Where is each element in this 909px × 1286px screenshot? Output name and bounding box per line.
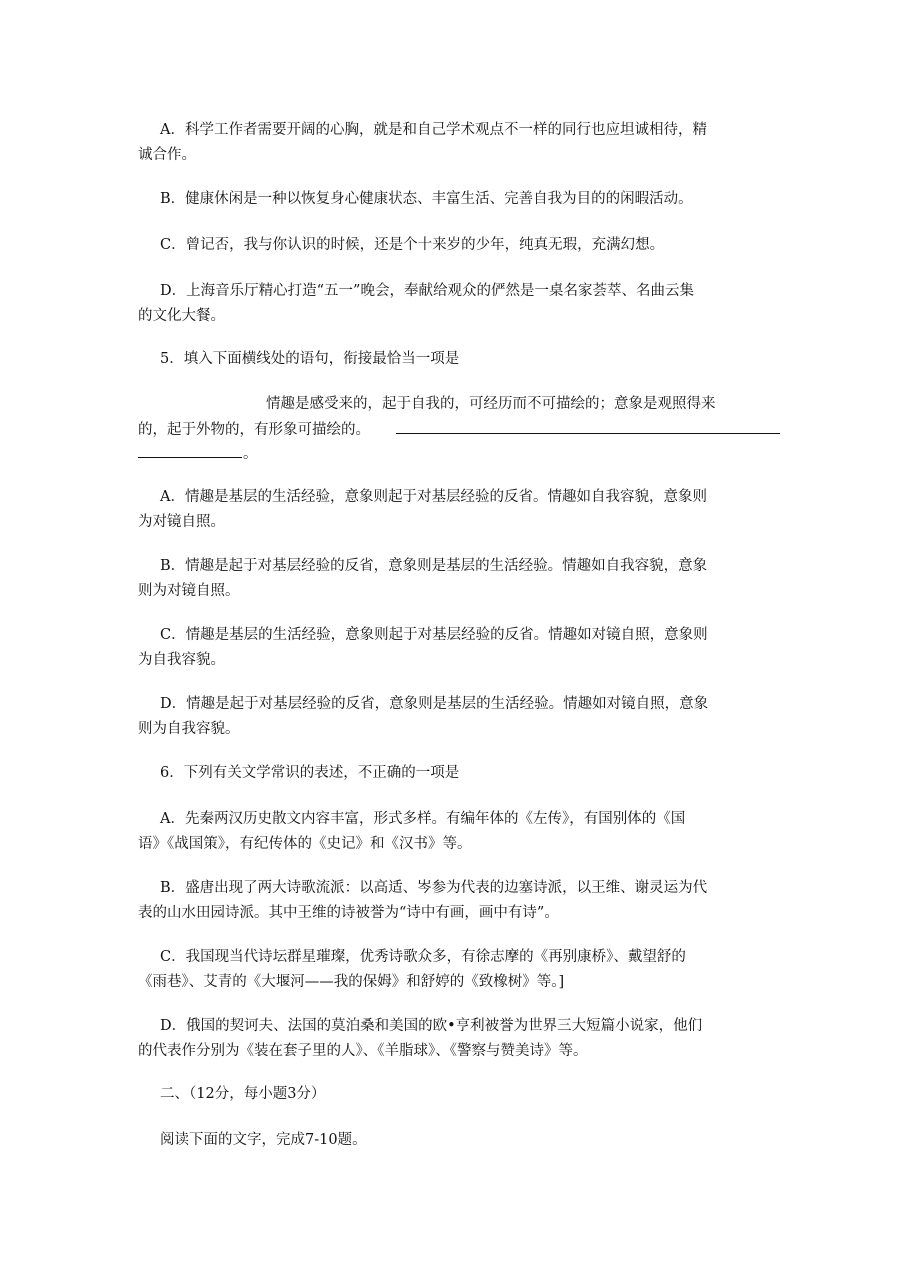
q6-option-d-line1: D．俄国的契诃夫、法国的莫泊桑和美国的欧•亨利被誉为世界三大短篇小说家，他们 [160, 1018, 703, 1034]
q5-passage-period: 。 [243, 446, 258, 462]
q6-option-b [138, 876, 780, 926]
q6-stem: 6．下列有关文学常识的表述，不正确的一项是 [160, 765, 460, 781]
q5-option-a-line1: A．情趣是基层的生活经验，意象则起于对基层经验的反省。情趣如自我容貌，意象则 [160, 489, 707, 505]
q5-option-c-line2: 为自我容貌。 [138, 652, 225, 668]
q4-option-a-line2: 诚合作。 [138, 147, 196, 163]
q5-answer-blank-line1 [396, 433, 780, 434]
q6-option-c-line1: C．我国现当代诗坛群星璀璨，优秀诗歌众多，有徐志摩的《再别康桥》、戴望舒的 [160, 949, 686, 965]
q5-option-c-line1: C．情趣是基层的生活经验，意象则起于对基层经验的反省。情趣如对镜自照，意象则 [160, 627, 708, 643]
q5-option-b-line1: B．情趣是起于对基层经验的反省，意象则是基层的生活经验。情趣如自我容貌，意象 [160, 558, 708, 574]
q5-option-a [138, 485, 780, 535]
section2-heading: 二、（12分，每小题3分） [160, 1086, 326, 1102]
q6-option-b-line2: 表的山水田园诗派。其中王维的诗被誉为“诗中有画，画中有诗”。 [138, 905, 559, 921]
q4-option-a-line1: A．科学工作者需要开阔的心胸，就是和自己学术观点不一样的同行也应坦诚相待，精 [160, 122, 707, 138]
q5-option-d [138, 692, 780, 742]
q5-option-b-line2: 则为对镜自照。 [138, 583, 240, 599]
q5-option-d-line2: 则为自我容貌。 [138, 721, 240, 737]
section2-instruction: 阅读下面的文字，完成7-10题。 [160, 1132, 367, 1148]
q4-option-b: B．健康休闲是一种以恢复身心健康状态、丰富生活、完善自我为目的的闲暇活动。 [160, 191, 693, 207]
q4-option-a [138, 118, 780, 168]
q6-option-a [138, 807, 780, 857]
q4-option-d [138, 279, 780, 329]
q6-option-b-line1: B．盛唐出现了两大诗歌流派：以高适、岑参为代表的边塞诗派，以王维、谢灵运为代 [160, 880, 708, 896]
q5-stem: 5．填入下面横线处的语句，衔接最恰当一项是 [160, 351, 460, 367]
q5-answer-blank-line2 [138, 457, 242, 458]
q5-passage-line2: 的，起于外物的，有形象可描绘的。 [138, 422, 370, 438]
q5-option-b [138, 554, 780, 604]
q6-option-d-line2: 的代表作分别为《装在套子里的人》、《羊脂球》、《警察与赞美诗》等。 [138, 1043, 588, 1059]
q5-passage-line1: 情趣是感受来的，起于自我的，可经历而不可描绘的；意象是观照得来 [266, 396, 716, 412]
q6-option-a-line2: 语》《战国策》，有纪传体的《史记》和《汉书》等。 [138, 836, 472, 852]
q6-option-c-line2: 《雨巷》、艾青的《大堰河——我的保姆》和舒婷的《致橡树》等。] [138, 974, 565, 990]
q4-option-d-line1: D．上海音乐厅精心打造“五一”晚会，奉献给观众的俨然是一桌名家荟萃、名曲云集 [160, 283, 694, 299]
q5-option-a-line2: 为对镜自照。 [138, 514, 225, 530]
q6-option-a-line1: A．先秦两汉历史散文内容丰富，形式多样。有编年体的《左传》，有国别体的《国 [160, 811, 686, 827]
q6-option-c [138, 945, 780, 995]
q5-option-d-line1: D．情趣是起于对基层经验的反省，意象则是基层的生活经验。情趣如对镜自照，意象 [160, 696, 709, 712]
q5-option-c [138, 623, 780, 673]
q4-option-d-line2: 的文化大餐。 [138, 308, 225, 324]
q4-option-c: C．曾记否，我与你认识的时候，还是个十来岁的少年，纯真无瑕，充满幻想。 [160, 237, 665, 253]
q6-option-d [138, 1014, 780, 1064]
